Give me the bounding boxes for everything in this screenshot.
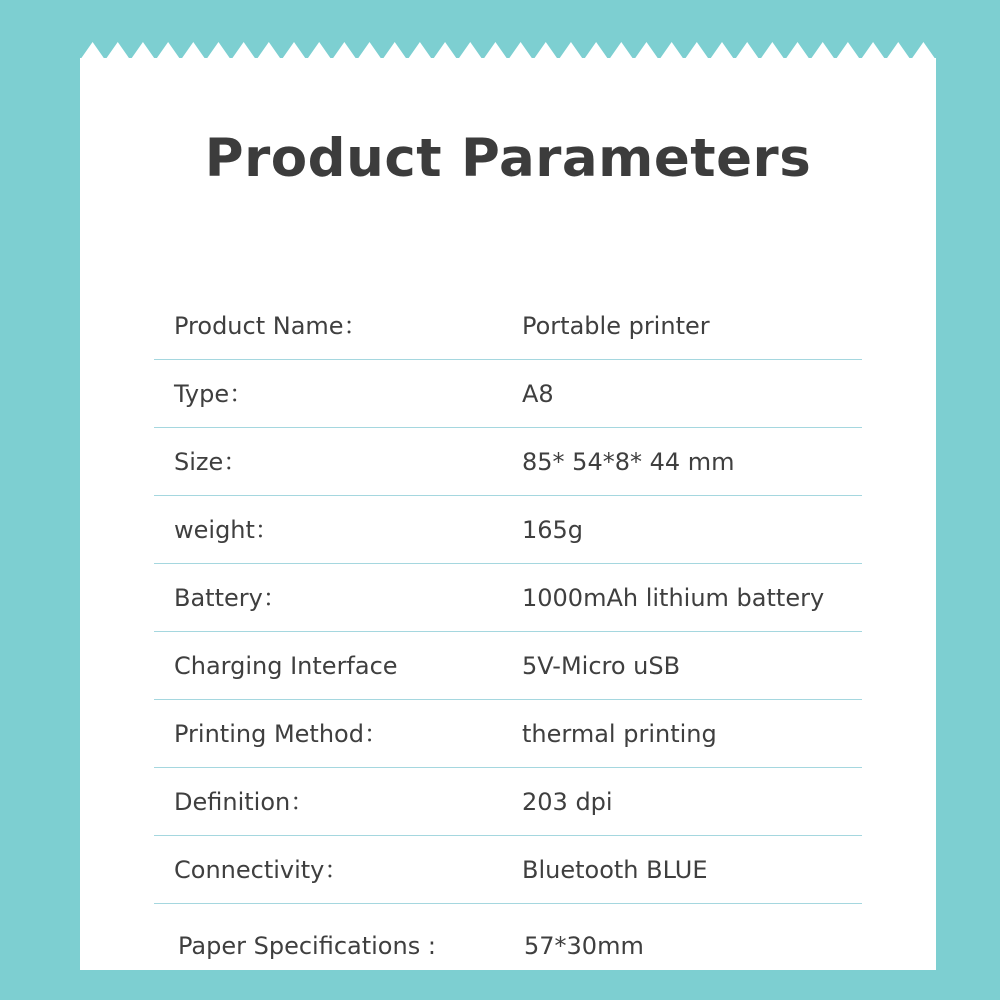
param-label: Definition：	[174, 788, 315, 816]
param-value: 85* 54*8* 44 mm	[522, 448, 735, 476]
param-value: Bluetooth BLUE	[522, 856, 708, 884]
param-label: Type：	[174, 380, 254, 408]
param-row-printing-method	[154, 700, 862, 768]
param-label: Product Name：	[174, 312, 368, 340]
param-value: 1000mAh lithium battery	[522, 584, 825, 612]
param-value: thermal printing	[522, 720, 717, 748]
param-label: weight：	[174, 516, 279, 544]
param-value: A8	[522, 380, 554, 408]
param-label: Connectivity：	[174, 856, 349, 884]
param-row-definition	[154, 768, 862, 836]
param-label: Battery：	[174, 584, 287, 612]
param-row-product-name	[154, 292, 862, 360]
param-row-charging-interface	[154, 632, 862, 700]
param-row-connectivity	[154, 836, 862, 904]
parameters-table	[154, 292, 862, 972]
torn-paper-edge	[80, 42, 936, 60]
param-label: Charging Interface	[174, 652, 398, 680]
page-title: Product Parameters	[204, 128, 812, 189]
param-value: 165g	[522, 516, 584, 544]
param-label: Size：	[174, 448, 248, 476]
param-value: 57*30mm	[524, 932, 644, 960]
param-row-battery	[154, 564, 862, 632]
param-row-type	[154, 360, 862, 428]
param-value: Portable printer	[522, 312, 710, 340]
param-row-size	[154, 428, 862, 496]
param-label: Printing Method：	[174, 720, 388, 748]
param-value: 5V-Micro uSB	[522, 652, 681, 680]
param-label: Paper Specifications :	[178, 932, 436, 960]
param-row-weight	[154, 496, 862, 564]
param-value: 203 dpi	[522, 788, 613, 816]
param-row-paper-specifications	[154, 904, 862, 972]
